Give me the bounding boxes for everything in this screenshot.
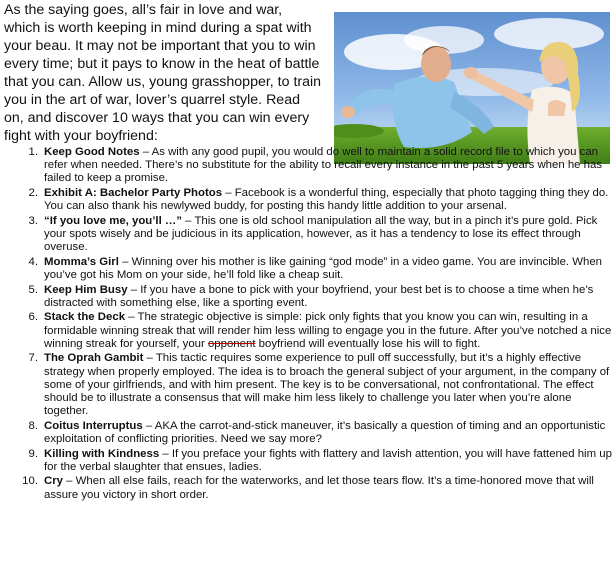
- item-text: – This tactic requires some experience to pull off successfully, but it’s a highly effective strategy when properly employed. The idea is to broach the general subject of your argument, in the company of some of your girlfriends, and with him present. The key is to be conversational, not confrontational. The effect should be to illustrate a consensus that will make him less likely to challenge you later when you’re alone together.: [44, 352, 610, 418]
- item-number: 10.: [22, 475, 38, 488]
- tips-list: [22, 146, 612, 503]
- list-item: [22, 352, 612, 418]
- item-text: – Winning over his mother is like gaining “god mode” in a video game. You are invincible. When you’ve got his Mom on your side, he’ll fold like a cheap suit.: [44, 255, 603, 281]
- item-text: – The strategic objective is simple: pick only fights that you know you can win, resulting in a formidable winning streak that will render him less willing to engage you in the future. After you’ve notched a nice winning streak for yourself, your: [44, 311, 612, 350]
- list-item: [22, 187, 612, 213]
- item-text: – AKA the carrot-and-stick maneuver, it’s basically a question of timing and an opportunistic exploitation of conflicting priorities. Need we say more?: [44, 419, 606, 445]
- item-title: “If you love me, you’ll …”: [44, 214, 182, 227]
- list-item: [22, 448, 612, 474]
- item-number: 5.: [28, 283, 38, 296]
- item-title: Keep Good Notes: [44, 146, 140, 158]
- list-item: [22, 475, 612, 501]
- item-text: – Facebook is a wonderful thing, especially that photo tagging thing they do. You can also thank his newlywed buddy, for posting this handy little addition to your arsenal.: [44, 187, 609, 213]
- item-text: – This one is old school manipulation all the way, but in a pinch it’s pure gold. Pick your spots wisely and be judicious in its application, however, as it has a tendency to lose its effect through overuse.: [44, 214, 598, 254]
- item-text-continued: boyfriend will eventually lose his will to fight.: [255, 337, 481, 350]
- couple-photo: [334, 12, 610, 164]
- item-number: 9.: [28, 447, 38, 460]
- item-text: – If you have a bone to pick with your boyfriend, your best bet is to choose a time when he’s distracted with something else, like a sporting event.: [44, 283, 594, 309]
- item-title: Coitus Interruptus: [44, 419, 143, 432]
- item-number: 3.: [28, 214, 38, 227]
- item-number: 2.: [28, 187, 38, 199]
- item-title: Stack the Deck: [44, 311, 126, 324]
- list-item: [22, 284, 612, 310]
- item-number: 1.: [28, 146, 38, 158]
- item-title: Killing with Kindness: [44, 447, 160, 460]
- item-number: 6.: [28, 311, 38, 324]
- item-text: – When all else fails, reach for the waterworks, and let those tears flow. It’s a time-honored move that will assure you victory in short order.: [44, 475, 594, 501]
- item-title: Cry: [44, 475, 63, 488]
- list-item: [22, 146, 612, 186]
- item-text: – As with any good pupil, you would do well to maintain a solid record file to which you can refer when needed. There’s no substitute for the ability to recall every instance in the past 5 years when he has failed to keep a promise.: [44, 146, 603, 185]
- item-title: Keep Him Busy: [44, 283, 128, 296]
- list-item: [22, 256, 612, 282]
- item-title: The Oprah Gambit: [44, 352, 144, 365]
- list-item: [22, 420, 612, 446]
- item-number: 7.: [28, 352, 38, 365]
- struck-word: opponent: [207, 337, 256, 350]
- item-title: Exhibit A: Bachelor Party Photos: [44, 187, 223, 199]
- item-number: 4.: [28, 255, 38, 268]
- intro-paragraph: As the saying goes, all’s fair in love and war, which is worth keeping in mind during a spat with your beau. It may not be important that you to win every time; but it pays to know in the heat of battle that you can. Allow us, young grasshopper, to train you in the art of war, lover’s quarrel style. Read on, and discover 10 ways that you can win every fight with your boyfriend:: [4, 2, 322, 144]
- list-item: [22, 215, 612, 255]
- item-number: 8.: [28, 419, 38, 432]
- list-item: [22, 311, 612, 351]
- item-text: – If you preface your fights with flattery and lavish attention, you will have fattened him up for the verbal slaughter that ensues, ladies.: [44, 447, 612, 473]
- item-title: Momma’s Girl: [44, 255, 119, 268]
